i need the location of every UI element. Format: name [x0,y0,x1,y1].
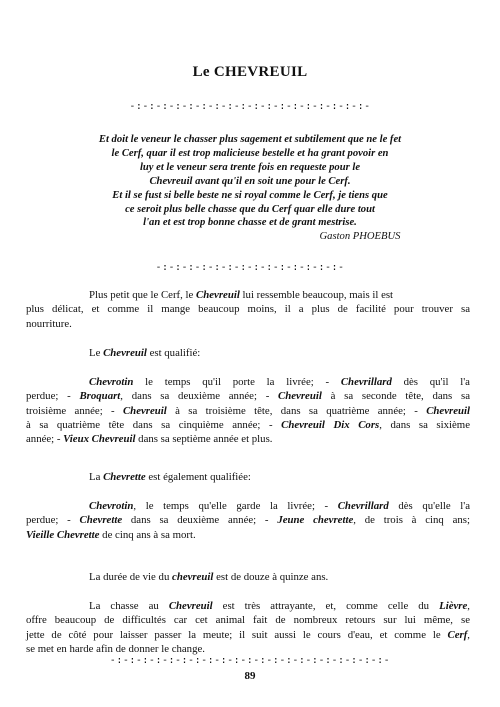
page-title: Le CHEVREUIL [192,64,308,80]
paragraph-chevreuil-qualifications: Chevrotin le temps qu'il porte la livrée; - Chevrillard dès qu'il l'a perdue; - Broquart, dans sa deuxième année; - Chevreuil à sa seconde tête, dans sa troisième année; - Chevreuil à sa troisième tête, dans sa quatrième année; - Chevreuil à sa quatrième tête dans sa cinquième année; - Chevreuil Dix Cors, dans sa sixième année; - Vieux Chevreuil dans sa septième année et plus. [26,376,471,446]
paragraph-hunting: La chasse au Chevreuil est très attrayante, et, comme celle du Lièvre, offre beaucoup de difficultés car cet animal fait de nombreux retours sur lui même, se jette de côté pour laisser passer la meute; il suit aussi le cours d'eau, et comme le Cerf, se met en harde afin de donner le change. [26,600,470,655]
epigraph-line: luy et le veneur sera trente fois en requeste pour le [139,161,361,173]
paragraph-intro: Plus petit que le Cerf, le Chevreuil lui ressemble beaucoup, mais il est plus délicat, et comme il mange beaucoup moins, il a plus de facilité pour trouver sa nourriture. [26,289,470,330]
paragraph-chevrette-heading: La Chevrette est également qualifiée: [89,471,251,483]
epigraph-author: Gaston PHOEBUS [319,231,401,242]
paragraph-chevrette-qualifications: Chevrotin, le temps qu'elle garde la livrée; - Chevrillard dès qu'elle l'a perdue; - Chevrette dans sa deuxième année; - Jeune chevrette, de trois à cinq ans; Vieille Chevrette de cinq ans à sa mort. [26,500,471,541]
page-number: 89 [244,670,256,682]
epigraph-line: Et il se fust si belle beste ne si royal comme le Cerf, je tiens que [112,189,388,201]
epigraph-line: Chevreuil avant qu'il en soit une pour le Cerf. [149,175,351,187]
paragraph-lifespan: La durée de vie du chevreuil est de douze à quinze ans. [89,571,329,583]
paragraph-chevreuil-heading: Le Chevreuil est qualifié: [89,347,201,359]
epigraph-line: le Cerf, quar il est trop malicieuse bestelle et ha grant povoir en [111,147,389,159]
ornamental-divider-middle: -:-:-:-:-:-:-:-:-:-:-:-:-:-:- [155,262,345,273]
epigraph-line: Et doit le veneur le chasser plus sagement et subtilement que ne le fet [98,134,402,145]
epigraph-quote [40,133,460,230]
ornamental-divider-top: -:-:-:-:-:-:-:-:-:-:-:-:-:-:-:-:-:-:- [129,101,371,112]
ornamental-divider-bottom: -:-:-:-:-:-:-:-:-:-:-:-:-:-:-:-:-:-:-:-:-:- [109,655,391,666]
epigraph-line: l'an et est trop bonne chasse et de grant mestrise. [143,217,357,229]
epigraph-line: ce seroit plus belle chasse que du Cerf quar elle dure tout [125,203,375,215]
